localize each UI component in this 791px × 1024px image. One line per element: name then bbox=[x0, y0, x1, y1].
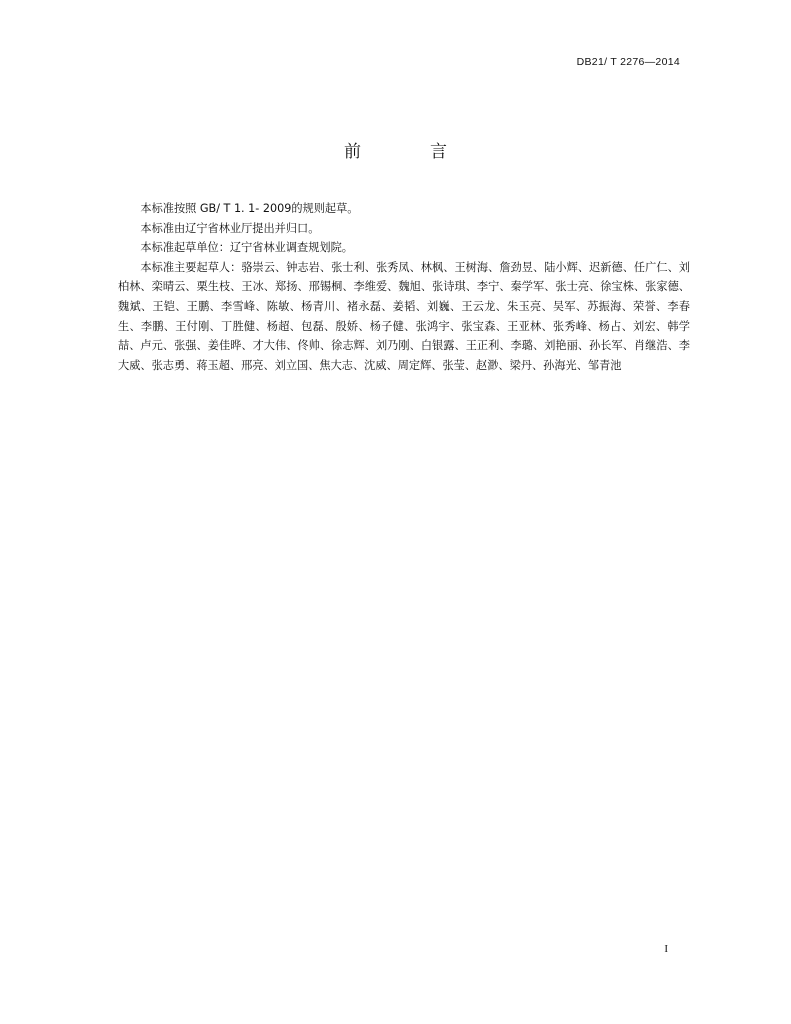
paragraph-drafters: 本标准主要起草人：骆崇云、钟志岩、张士利、张秀凤、林枫、王树海、詹劲昱、陆小辉、迟新德、任广仁、刘柏林、栾晴云、栗生枝、王冰、郑扬、邢锡桐、李维爱、魏旭、张诗琪、李宁、秦学军、张士亮、徐宝株、张家德、魏斌、王铠、王鹏、李雪峰、陈敏、杨青川、褚永磊、姜韬、刘巍、王云龙、朱玉亮、吴军、苏振海、荣誉、李春生、李鹏、王付刚、丁胜健、杨超、包磊、殷娇、杨子健、张鸿宇、张宝森、王亚林、张秀峰、杨占、刘宏、韩学喆、卢元、张强、姜佳晔、才大伟、佟帅、徐志辉、刘乃刚、白银露、王正利、李璐、刘艳丽、孙长军、肖继浩、李大威、张志勇、蒋玉超、邢亮、刘立国、焦大志、沈威、周定辉、张莹、赵渺、梁丹、孙海光、邹青池 bbox=[118, 260, 690, 372]
paragraph-proposer: 本标准由辽宁省林业厅提出并归口。 bbox=[140, 221, 320, 235]
paragraph-drafting-unit: 本标准起草单位：辽宁省林业调查规划院。 bbox=[140, 241, 353, 255]
standard-code: DB21/ T 2276—2014 bbox=[576, 56, 680, 68]
preface-body bbox=[118, 199, 690, 375]
page-title: 前 言 bbox=[344, 142, 473, 162]
page-number: I bbox=[664, 943, 668, 955]
paragraph-drafting-rules: 本标准按照 GB/ T 1. 1- 2009的规则起草。 bbox=[140, 202, 359, 215]
